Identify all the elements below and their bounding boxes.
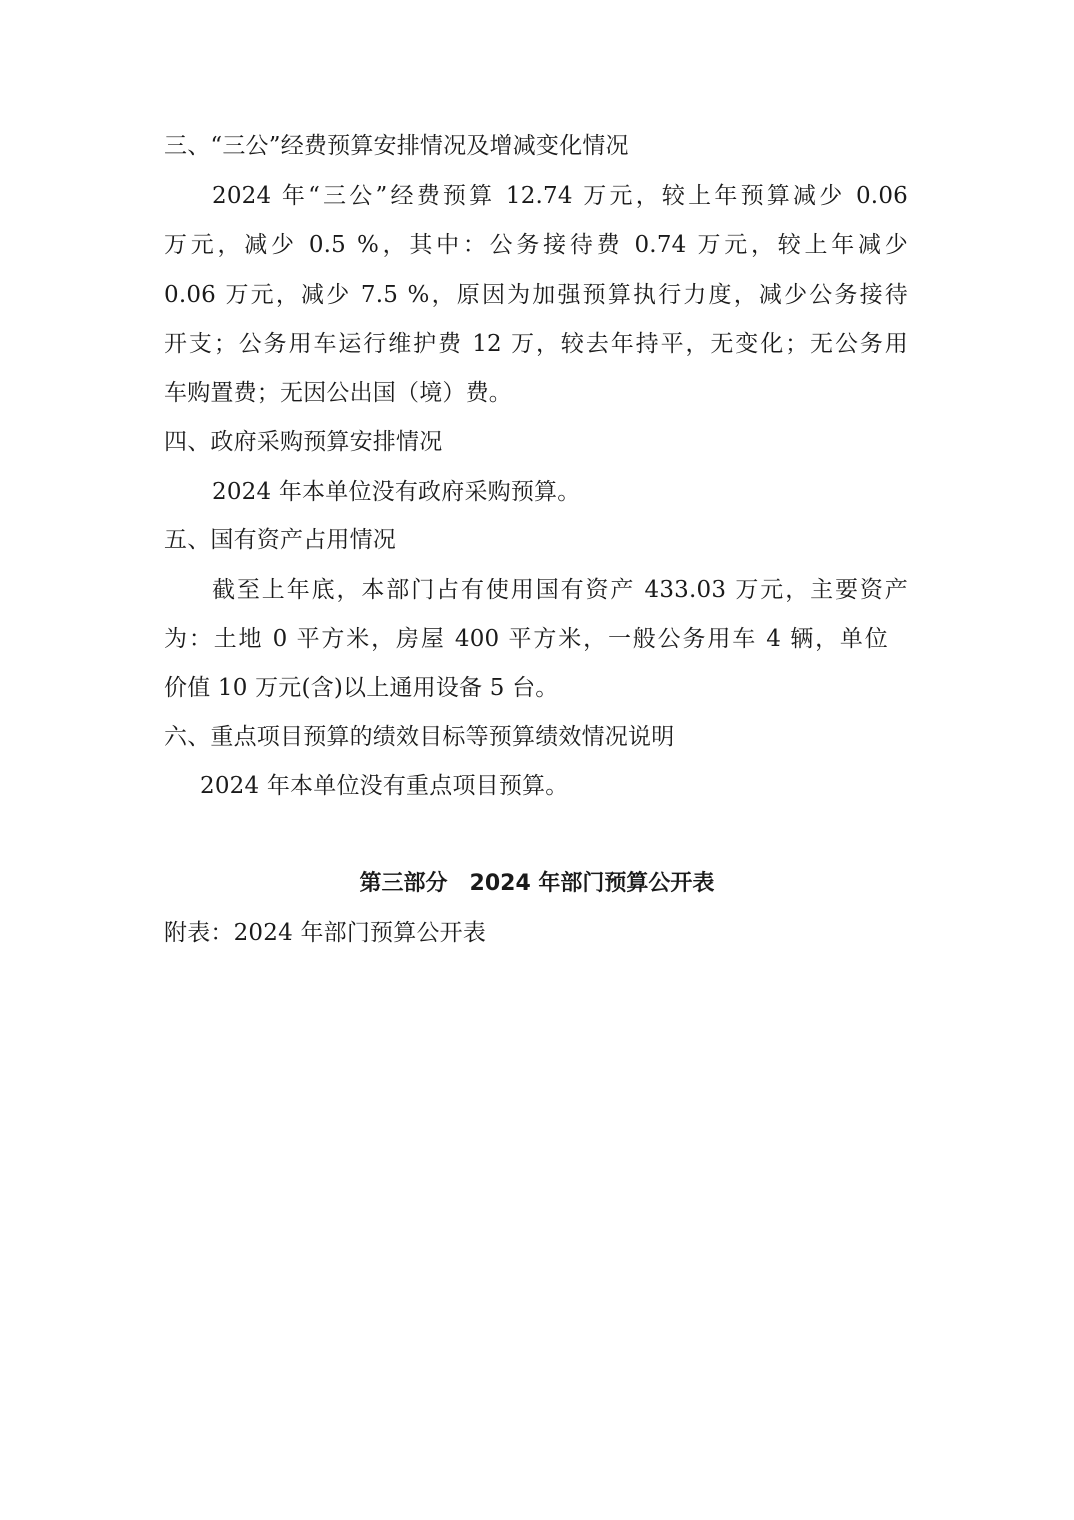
section3-line-2: 万元，减少 0.5 %，其中：公务接待费 0.74 万元，较上年减少 bbox=[164, 232, 908, 258]
section5-line-1: 截至上年底，本部门占有使用国有资产 433.03 万元，主要资产 bbox=[212, 577, 908, 603]
section4-heading: 四、政府采购预算安排情况 bbox=[164, 429, 443, 455]
section3-line-4: 开支；公务用车运行维护费 12 万，较去年持平，无变化；无公务用 bbox=[164, 331, 908, 357]
section5-heading: 五、国有资产占用情况 bbox=[164, 527, 396, 553]
part3-heading: 第三部分 2024 年部门预算公开表 bbox=[359, 871, 715, 896]
section6-text: 2024 年本单位没有重点项目预算。 bbox=[200, 773, 569, 799]
section3-heading: 三、“三公”经费预算安排情况及增减变化情况 bbox=[164, 133, 629, 159]
section6-heading: 六、重点项目预算的绩效目标等预算绩效情况说明 bbox=[164, 724, 675, 750]
section5-line-2: 为：土地 0 平方米，房屋 400 平方米，一般公务用车 4 辆，单位 bbox=[164, 626, 888, 652]
section3-line-5: 车购置费；无因公出国（境）费。 bbox=[164, 380, 512, 406]
section3-line-3: 0.06 万元，减少 7.5 %，原因为加强预算执行力度，减少公务接待 bbox=[164, 282, 908, 308]
section5-line-3: 价值 10 万元(含)以上通用设备 5 台。 bbox=[164, 675, 559, 701]
section3-line-1: 2024 年“三公”经费预算 12.74 万元，较上年预算减少 0.06 bbox=[212, 183, 908, 209]
section4-text: 2024 年本单位没有政府采购预算。 bbox=[212, 479, 581, 505]
attachment-label: 附表：2024 年部门预算公开表 bbox=[164, 920, 487, 946]
